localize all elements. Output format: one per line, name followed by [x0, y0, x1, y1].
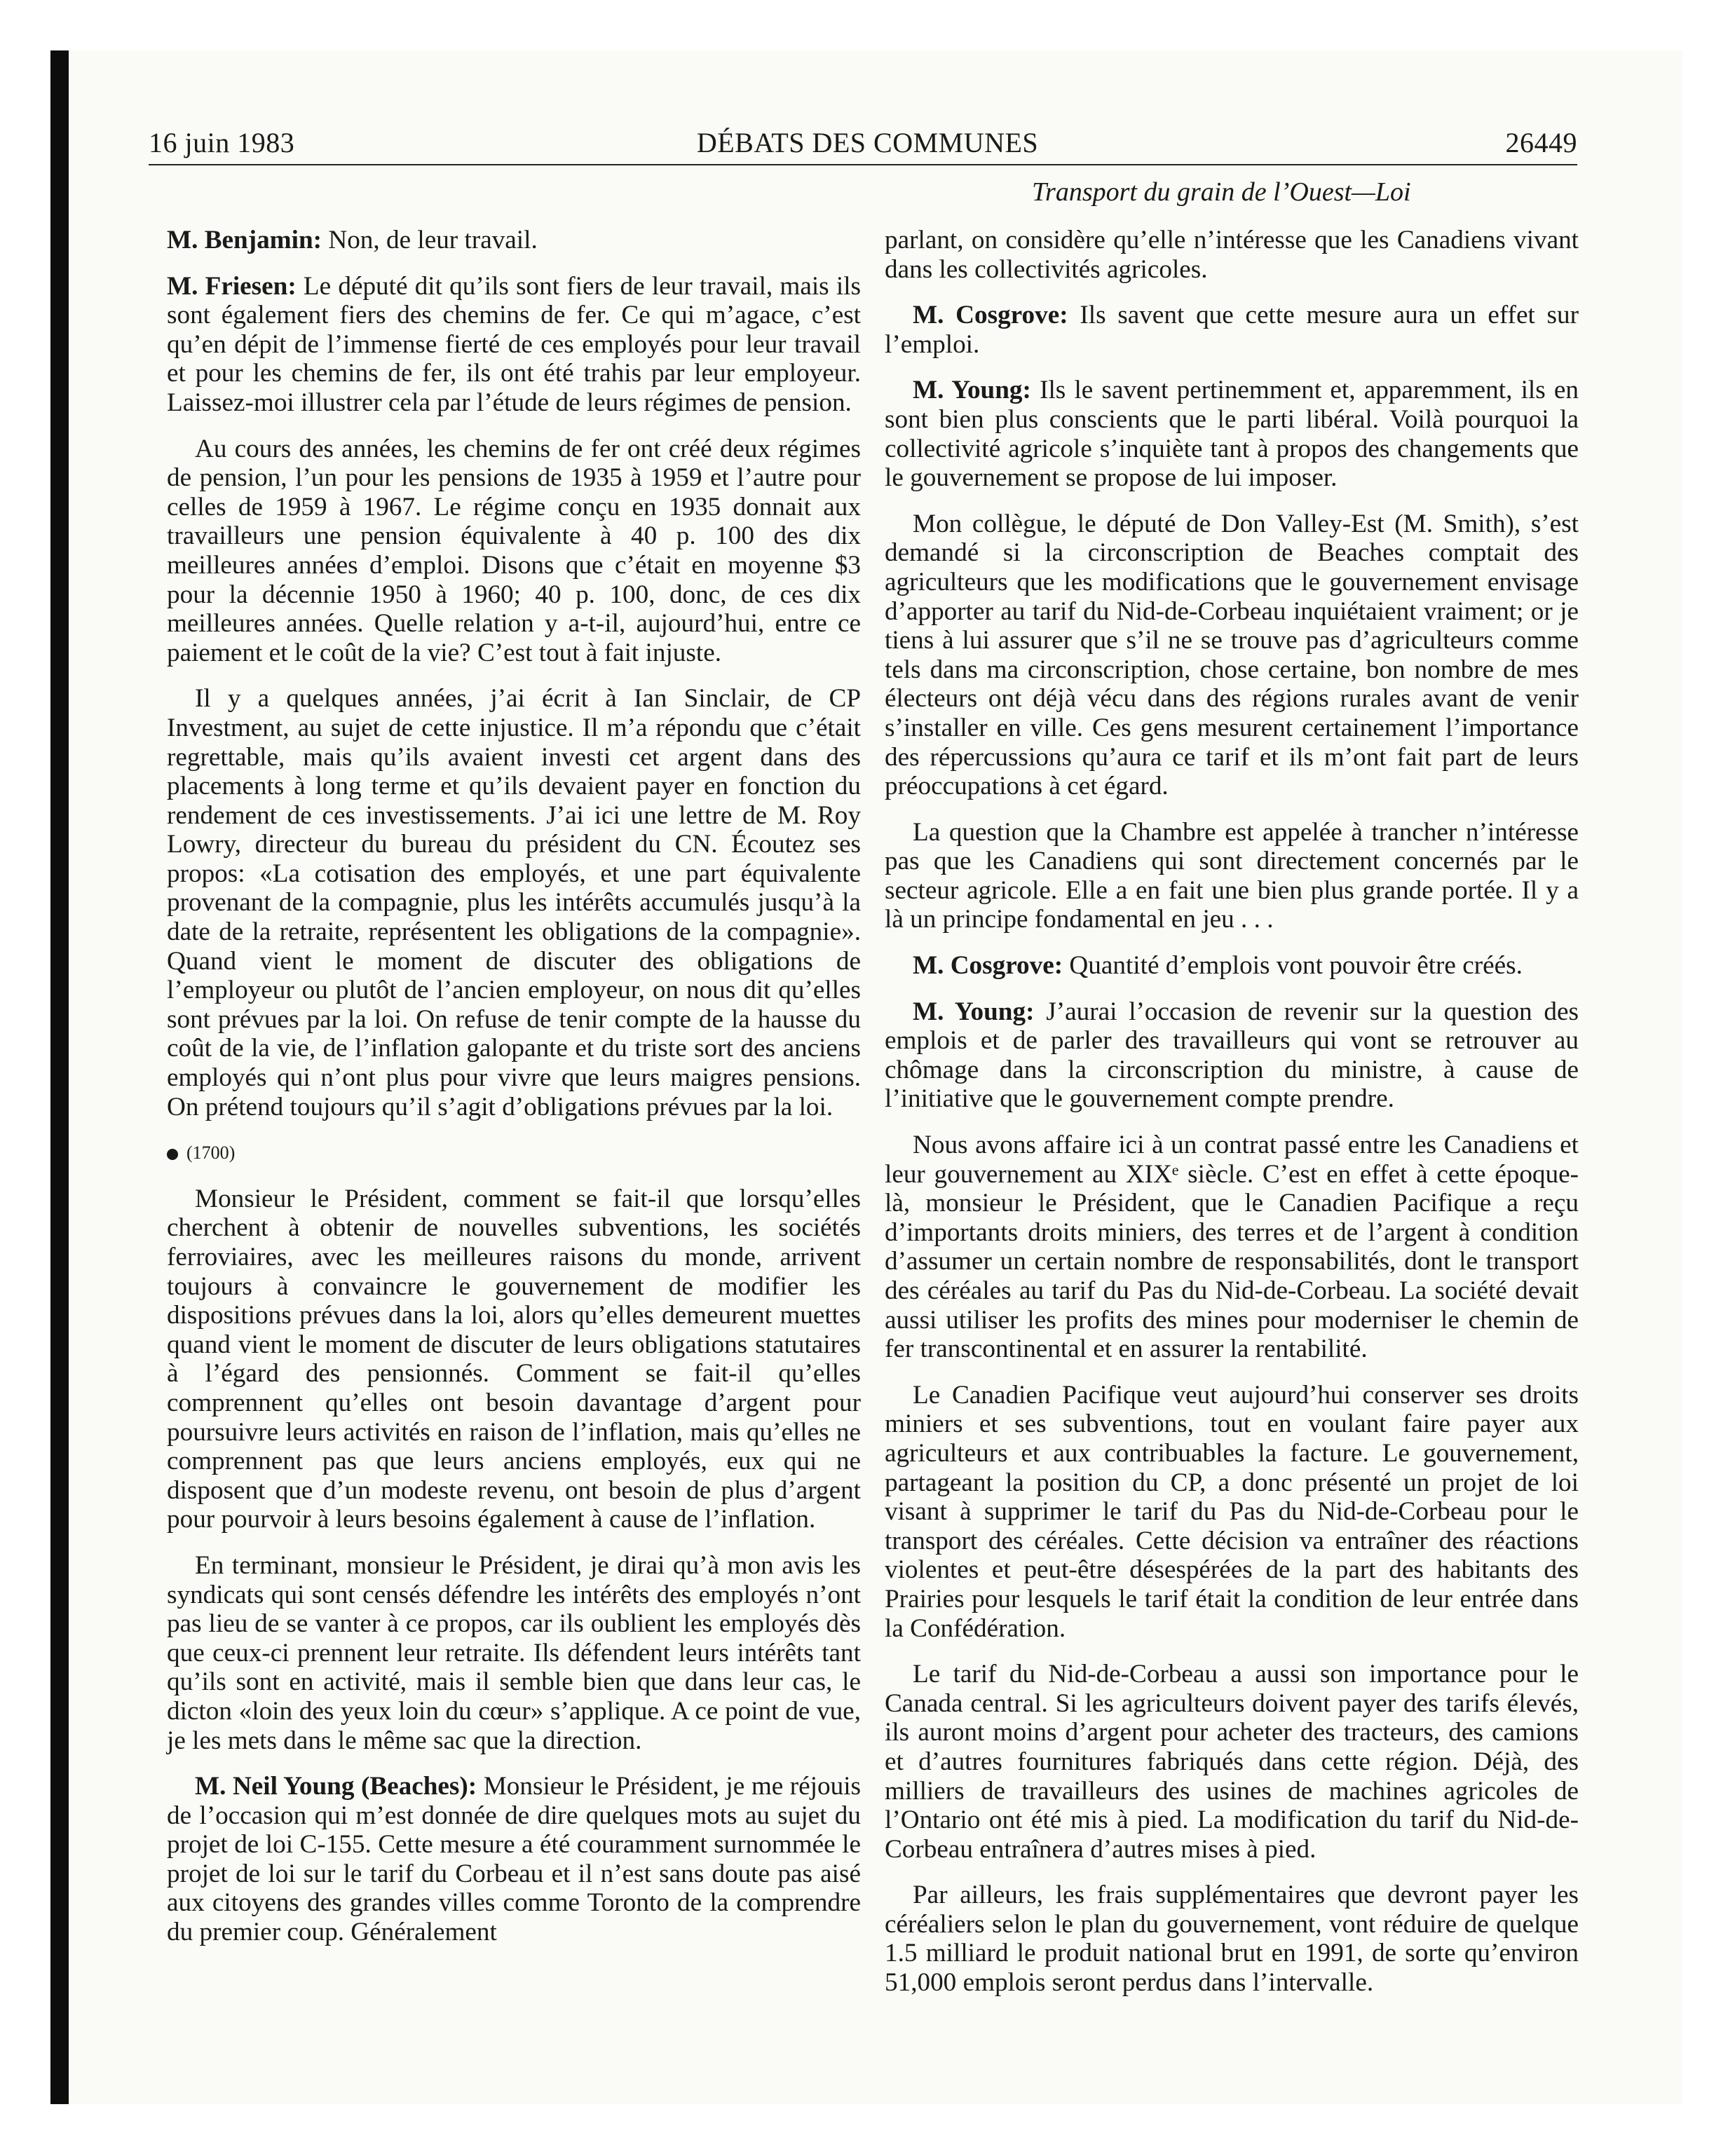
- speaker-name: M. Young:: [913, 376, 1031, 405]
- paragraph: [885, 376, 1579, 492]
- speaker-name: M. Cosgrove:: [913, 301, 1068, 330]
- paragraph: En terminant, monsieur le Président, je dirai qu’à mon avis les syndicats qui sont censés défendre les intérêts des employés n’ont pas lieu de se vanter à ce propos, car ils oublient les employés dès que ceux-ci prennent leur retraite. Ils défendent leurs intérêts tant qu’ils sont en activité, mais il semble bien que dans leur cas, le dicton «loin des yeux loin du cœur» s’applique. A ce point de vue, je les mets dans le même sac que la direction.: [167, 1550, 861, 1755]
- speech-text: Ils savent que cette mesure aura un effet sur l’emploi.: [885, 301, 1579, 359]
- speech-text: Monsieur le Président, je me réjouis de l’occasion qui m’est donnée de dire quelques mots au sujet du projet de loi C-155. Cette mesure a été couramment surnommée le projet de loi sur le tarif du Corbeau et il n’est sans doute pas aisé aux citoyens des grandes villes comme Toronto de la comprendre du premier coup. Généralement: [167, 1772, 862, 1947]
- paragraph: Il y a quelques années, j’ai écrit à Ian Sinclair, de CP Investment, au sujet de cette injustice. Il m’a répondu que c’était regrettable, mais qu’ils avaient investi cet argent dans des placements à long terme et qu’ils devaient payer en fonction du rendement de ces investissements. J’ai ici une lettre de M. Roy Lowry, directeur du bureau du président du CN. Écoutez ses propos: «La cotisation des employés, et une part équivalente provenant de la compagnie, plus les intérêts accumulés jusqu’à la date de la retraite, représentent les obligations de la compagnie». Quand vient le moment de discuter des obligations de l’employeur ou plutôt de l’ancien employeur, on nous dit qu’elles sont prévues par la loi. On refuse de tenir compte de la hausse du coût de la vie, de l’inflation galopante et du triste sort des anciens employés qui n’ont plus pour vivre que leurs maigres pensions. On prétend toujours qu’il s’agit d’obligations prévues par la loi.: [167, 684, 861, 1121]
- header-rule: [149, 164, 1577, 165]
- paragraph: Nous avons affaire ici à un contrat passé entre les Canadiens et leur gouvernement au XIXᵉ siècle. C’est en effet à cette époque-là, monsieur le Président, que le Canadien Pacifique a reçu d’importants droits miniers, des terres et de l’argent à condition d’assumer un certain nombre de responsabilités, dont le transport des céréales au tarif du Pas du Nid-de-Corbeau. La société devait aussi utiliser les profits des mines pour moderniser le chemin de fer transcontinental et en assurer la rentabilité.: [885, 1131, 1579, 1364]
- paragraph: [885, 997, 1579, 1114]
- speech-text: J’aurai l’occasion de revenir sur la question des emplois et de parler des travailleurs qui vont se retrouver au chômage dans la circonscription du ministre, à cause de l’initiative que le gouvernement compte prendre.: [885, 997, 1579, 1114]
- paragraph: [885, 951, 1579, 981]
- bullet-icon: [167, 1149, 178, 1160]
- paragraph: Monsieur le Président, comment se fait-il que lorsqu’elles cherchent à obtenir de nouvelles subventions, les sociétés ferroviaires, avec les meilleures raisons du monde, arrivent toujours à convaincre le gouvernement de modifier les dispositions prévues dans la loi, alors qu’elles demeurent muettes quand vient le moment de discuter de leurs obligations statutaires à l’égard des pensionnés. Comment se fait-il qu’elles comprennent qu’elles ont besoin davantage d’argent pour poursuivre leurs activités en raison de l’inflation, mais qu’elles ne comprennent pas que leurs anciens employés, eux qui ne disposent que d’un modeste revenu, ont besoin de plus d’argent pour pourvoir à leurs besoins également à cause de l’inflation.: [167, 1184, 861, 1534]
- paragraph: parlant, on considère qu’elle n’intéresse que les Canadiens vivant dans les collectivités agricoles.: [885, 226, 1579, 284]
- speech-text: Quantité d’emplois vont pouvoir être créés.: [1063, 951, 1523, 981]
- paragraph: Au cours des années, les chemins de fer ont créé deux régimes de pension, l’un pour les pensions de 1935 à 1959 et l’autre pour celles de 1959 à 1967. Le régime conçu en 1935 donnait aux travailleurs une pension équivalente à 40 p. 100 des dix meilleures années d’emploi. Disons que c’était en moyenne $3 pour la décennie 1950 à 1960; 40 p. 100, donc, de ces dix meilleures années. Quelle relation y a-t-il, aujourd’hui, entre ce paiement et le coût de la vie? C’est tout à fait injuste.: [167, 434, 861, 667]
- paragraph: Mon collègue, le député de Don Valley-Est (M. Smith), s’est demandé si la circonscription de Beaches comptait des agriculteurs que les modifications que le gouvernement envisage d’apporter au tarif du Nid-de-Corbeau inquiétaient vraiment; or je tiens à lui assurer que s’il ne se trouve pas d’agriculteurs comme tels dans ma circonscription, chose certaine, bon nombre de mes électeurs ont déjà vécu dans des régions rurales avant de venir s’installer en ville. Ces gens mesurent certainement l’importance des répercussions qu’aura ce tarif et ils m’ont fait part de leurs préoccupations à cet égard.: [885, 509, 1579, 801]
- header-title: DÉBATS DES COMMUNES: [696, 127, 1039, 158]
- paragraph: La question que la Chambre est appelée à trancher n’intéresse pas que les Canadiens qui sont directement concernés par le secteur agricole. Elle a en fait une bien plus grande portée. Il y a là un principe fondamental en jeu . . .: [885, 817, 1579, 934]
- binding-edge: [50, 50, 69, 2104]
- speech-text: Non, de leur travail.: [322, 226, 538, 254]
- speech-text: Le député dit qu’ils sont fiers de leur travail, mais ils sont également fiers des chemins de fer. Ce qui m’agace, c’est qu’en dépit de l’immense fierté de ces employés pour leur travail et pour les chemins de fer, ils ont été trahis par leur employeur. Laissez-moi illustrer cela par l’étude de leurs régimes de pension.: [167, 271, 861, 417]
- running-subject: Transport du grain de l’Ouest—Loi: [1032, 177, 1411, 207]
- paragraph: Le Canadien Pacifique veut aujourd’hui conserver ses droits miniers et ses subventions, tout en voulant faire payer aux agriculteurs et aux contribuables la facture. Le gouvernement, partageant la position du CP, a donc présenté un projet de loi visant à supprimer le tarif du Pas du Nid-de-Corbeau pour le transport des céréales. Cette décision va entraîner des réactions violentes et peut-être désespérées de la part des habitants des Prairies pour lesquels le tarif était la condition de leur entrée dans la Confédération.: [885, 1380, 1579, 1643]
- speaker-name: M. Cosgrove:: [913, 951, 1063, 981]
- time-stamp: (1700): [186, 1142, 236, 1164]
- paragraph: Par ailleurs, les frais supplémentaires que devront payer les céréaliers selon le plan du gouvernement, vont réduire de quelque 1.5 milliard le produit national brut en 1991, de sorte qu’environ 51,000 emplois seront perdus dans l’intervalle.: [885, 1881, 1579, 1998]
- paragraph: [167, 272, 861, 418]
- speaker-name: M. Benjamin:: [167, 226, 322, 254]
- paragraph: Le tarif du Nid-de-Corbeau a aussi son importance pour le Canada central. Si les agriculteurs doivent payer des tarifs élevés, ils auront moins d’argent pour acheter des tracteurs, des camions et d’autres fournitures fabriqués dans cette région. Déjà, des milliers de travailleurs des usines de machines agricoles de l’Ontario ont été mis à pied. La modification du tarif du Nid-de-Corbeau entraînera d’autres mises à pied.: [885, 1660, 1579, 1864]
- right-column: [885, 226, 1579, 2014]
- header-page-number: 26449: [1505, 127, 1577, 158]
- speaker-name: M. Young:: [913, 997, 1035, 1026]
- speech-text: Ils le savent pertinemment et, apparemment, ils en sont bien plus conscients que le parti libéral. Voilà pourquoi la collectivité agricole s’inquiète tant à propos des changements que le gouvernement se propose de lui imposer.: [885, 376, 1579, 493]
- left-column: [167, 226, 861, 1964]
- header-date: 16 juin 1983: [149, 127, 295, 158]
- time-marker: [167, 1138, 861, 1168]
- speaker-name: M. Neil Young (Beaches):: [195, 1772, 477, 1801]
- paragraph: [885, 301, 1579, 359]
- speaker-name: M. Friesen:: [167, 271, 297, 301]
- paragraph: [167, 226, 861, 255]
- paragraph: [167, 1772, 861, 1947]
